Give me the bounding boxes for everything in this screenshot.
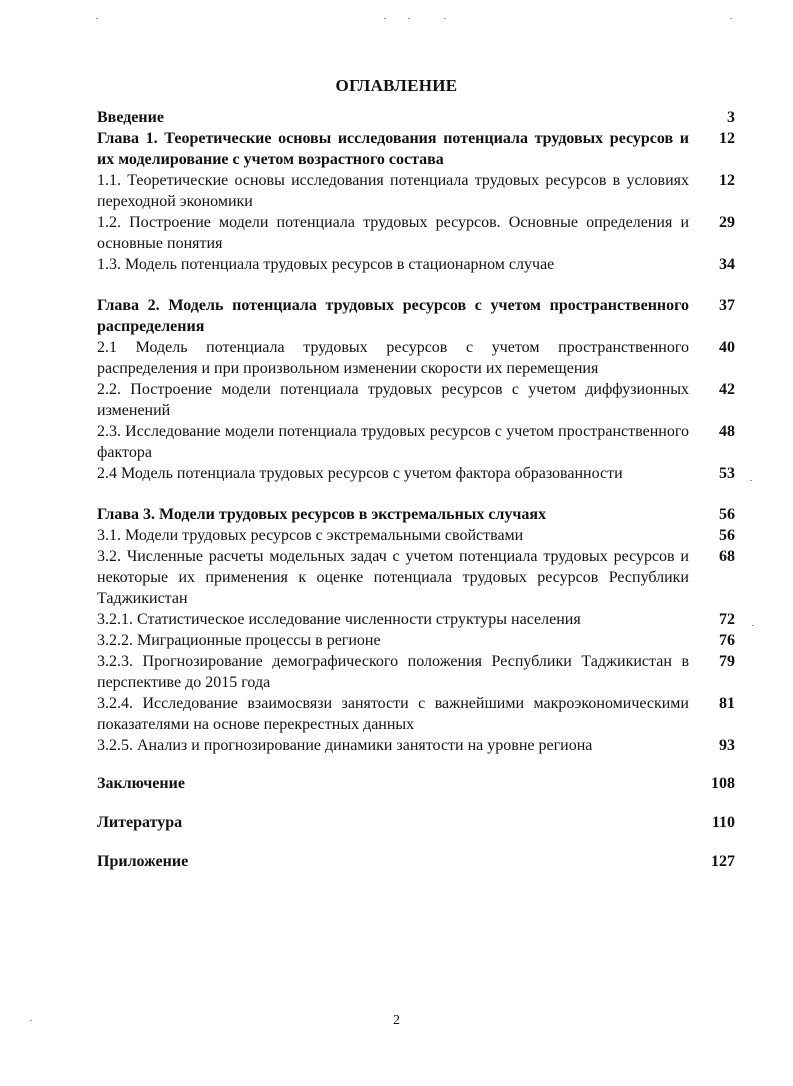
toc-entry-text: Глава 1. Теоретические основы исследования потенциала трудовых ресурсов и их моделирование с учетом возрастного состава: [97, 130, 689, 168]
toc-entry-page: 34: [719, 256, 735, 273]
toc-entry-page: 108: [711, 775, 735, 792]
toc-entry-text: Глава 2. Модель потенциала трудовых ресурсов с учетом пространственного распределения: [97, 297, 689, 335]
toc-entry-section-3-2-5: [97, 735, 735, 756]
toc-entry-section-3-2-2: [97, 630, 735, 651]
scan-speck: [384, 18, 386, 19]
toc-entry-page: 56: [719, 527, 735, 544]
toc-entry-introduction: [97, 107, 735, 128]
toc-entry-text: Глава 3. Модели трудовых ресурсов в экстремальных случаях: [97, 506, 547, 523]
toc-entry-page: 12: [719, 172, 735, 189]
toc-entry-page: 81: [719, 695, 735, 712]
toc-entry-section-3-2-4: [97, 693, 735, 735]
toc-entry-text: 2.4 Модель потенциала трудовых ресурсов с учетом фактора образованности: [97, 465, 623, 482]
scan-speck: [30, 1020, 32, 1021]
toc-entry-page: 3: [727, 109, 735, 126]
toc-entry-section-2-2: [97, 379, 735, 421]
toc-entry-conclusion: [97, 773, 735, 794]
toc-entry-text: 2.2. Построение модели потенциала трудовых ресурсов с учетом диффузионных изменений: [97, 381, 689, 419]
scan-speck: [750, 480, 752, 481]
toc-entry-section-1-2: [97, 212, 735, 254]
toc-entry-text: Введение: [97, 109, 164, 126]
toc-entry-text: 3.2.3. Прогнозирование демографического положения Республики Таджикистан в перспективе до 2015 года: [97, 653, 689, 691]
toc-entry-text: 3.2. Численные расчеты модельных задач с учетом потенциала трудовых ресурсов и некоторые их применения к оценке потенциала трудовых ресурсов Республики Таджикистан: [97, 548, 689, 607]
toc-entry-page: 37: [719, 297, 735, 314]
toc-entry-page: 40: [719, 339, 735, 356]
page-title: ОГЛАВЛЕНИЕ: [335, 76, 458, 95]
toc-entry-text: 2.3. Исследование модели потенциала трудовых ресурсов с учетом пространственного фактора: [97, 423, 689, 461]
toc-entry-section-1-3: [97, 254, 735, 275]
toc-entry-literature: [97, 812, 735, 833]
toc-entry-section-3-2-1: [97, 609, 735, 630]
toc-entry-section-1-1: [97, 170, 735, 212]
toc-entry-text: 1.2. Построение модели потенциала трудовых ресурсов. Основные определения и основные понятия: [97, 214, 689, 252]
toc-entry-page: 12: [719, 130, 735, 147]
page-number: 2: [393, 1013, 400, 1028]
toc-entry-section-2-3: [97, 421, 735, 463]
toc-entry-text: 1.3. Модель потенциала трудовых ресурсов в стационарном случае: [97, 256, 555, 273]
toc-entry-section-3-2-3: [97, 651, 735, 693]
scan-speck: [444, 18, 446, 19]
toc-entry-text: 3.2.5. Анализ и прогнозирование динамики занятости на уровне региона: [97, 737, 593, 754]
toc-entry-page: 48: [719, 423, 735, 440]
toc-entry-text: 3.2.2. Миграционные процессы в регионе: [97, 632, 381, 649]
toc-entry-chapter-1: [97, 128, 735, 170]
toc-entry-page: 93: [719, 737, 735, 754]
toc-entry-text: 3.1. Модели трудовых ресурсов с экстремальными свойствами: [97, 527, 524, 544]
toc-entry-page: 68: [719, 548, 735, 565]
toc-entry-section-3-2: [97, 546, 735, 609]
toc-entry-text: Литература: [97, 814, 183, 831]
toc-entry-page: 79: [719, 653, 735, 670]
toc-entry-page: 29: [719, 214, 735, 231]
toc-entry-page: 56: [719, 506, 735, 523]
toc-entry-section-2-1: [97, 337, 735, 379]
toc-entry-appendix: [97, 851, 735, 872]
scan-speck: [408, 18, 410, 19]
toc-entry-text: 3.2.1. Статистическое исследование численности структуры населения: [97, 611, 581, 628]
scan-speck: [752, 625, 754, 626]
toc-entry-text: Заключение: [97, 775, 185, 792]
toc-entry-text: 3.2.4. Исследование взаимосвязи занятости с важнейшими макроэкономическими показателями на основе перекрестных данных: [97, 695, 689, 733]
scan-speck: [96, 18, 98, 19]
toc-entry-page: 53: [719, 465, 735, 482]
toc-entry-text: 1.1. Теоретические основы исследования потенциала трудовых ресурсов в условиях переходной экономики: [97, 172, 689, 210]
toc-entry-page: 127: [711, 853, 735, 870]
toc-entry-page: 76: [719, 632, 735, 649]
toc-entry-section-2-4: [97, 463, 735, 484]
toc-entry-chapter-3: [97, 504, 735, 525]
toc-entry-page: 110: [711, 814, 735, 831]
toc-entry-page: 72: [719, 611, 735, 628]
toc-entry-page: 42: [719, 381, 735, 398]
toc-entry-text: 2.1 Модель потенциала трудовых ресурсов с учетом пространственного распределения и при произвольном изменении скорости их перемещения: [97, 339, 689, 377]
table-of-contents: [97, 107, 735, 872]
scan-speck: [730, 18, 732, 19]
toc-entry-text: Приложение: [97, 853, 189, 870]
toc-entry-chapter-2: [97, 295, 735, 337]
toc-entry-section-3-1: [97, 525, 735, 546]
